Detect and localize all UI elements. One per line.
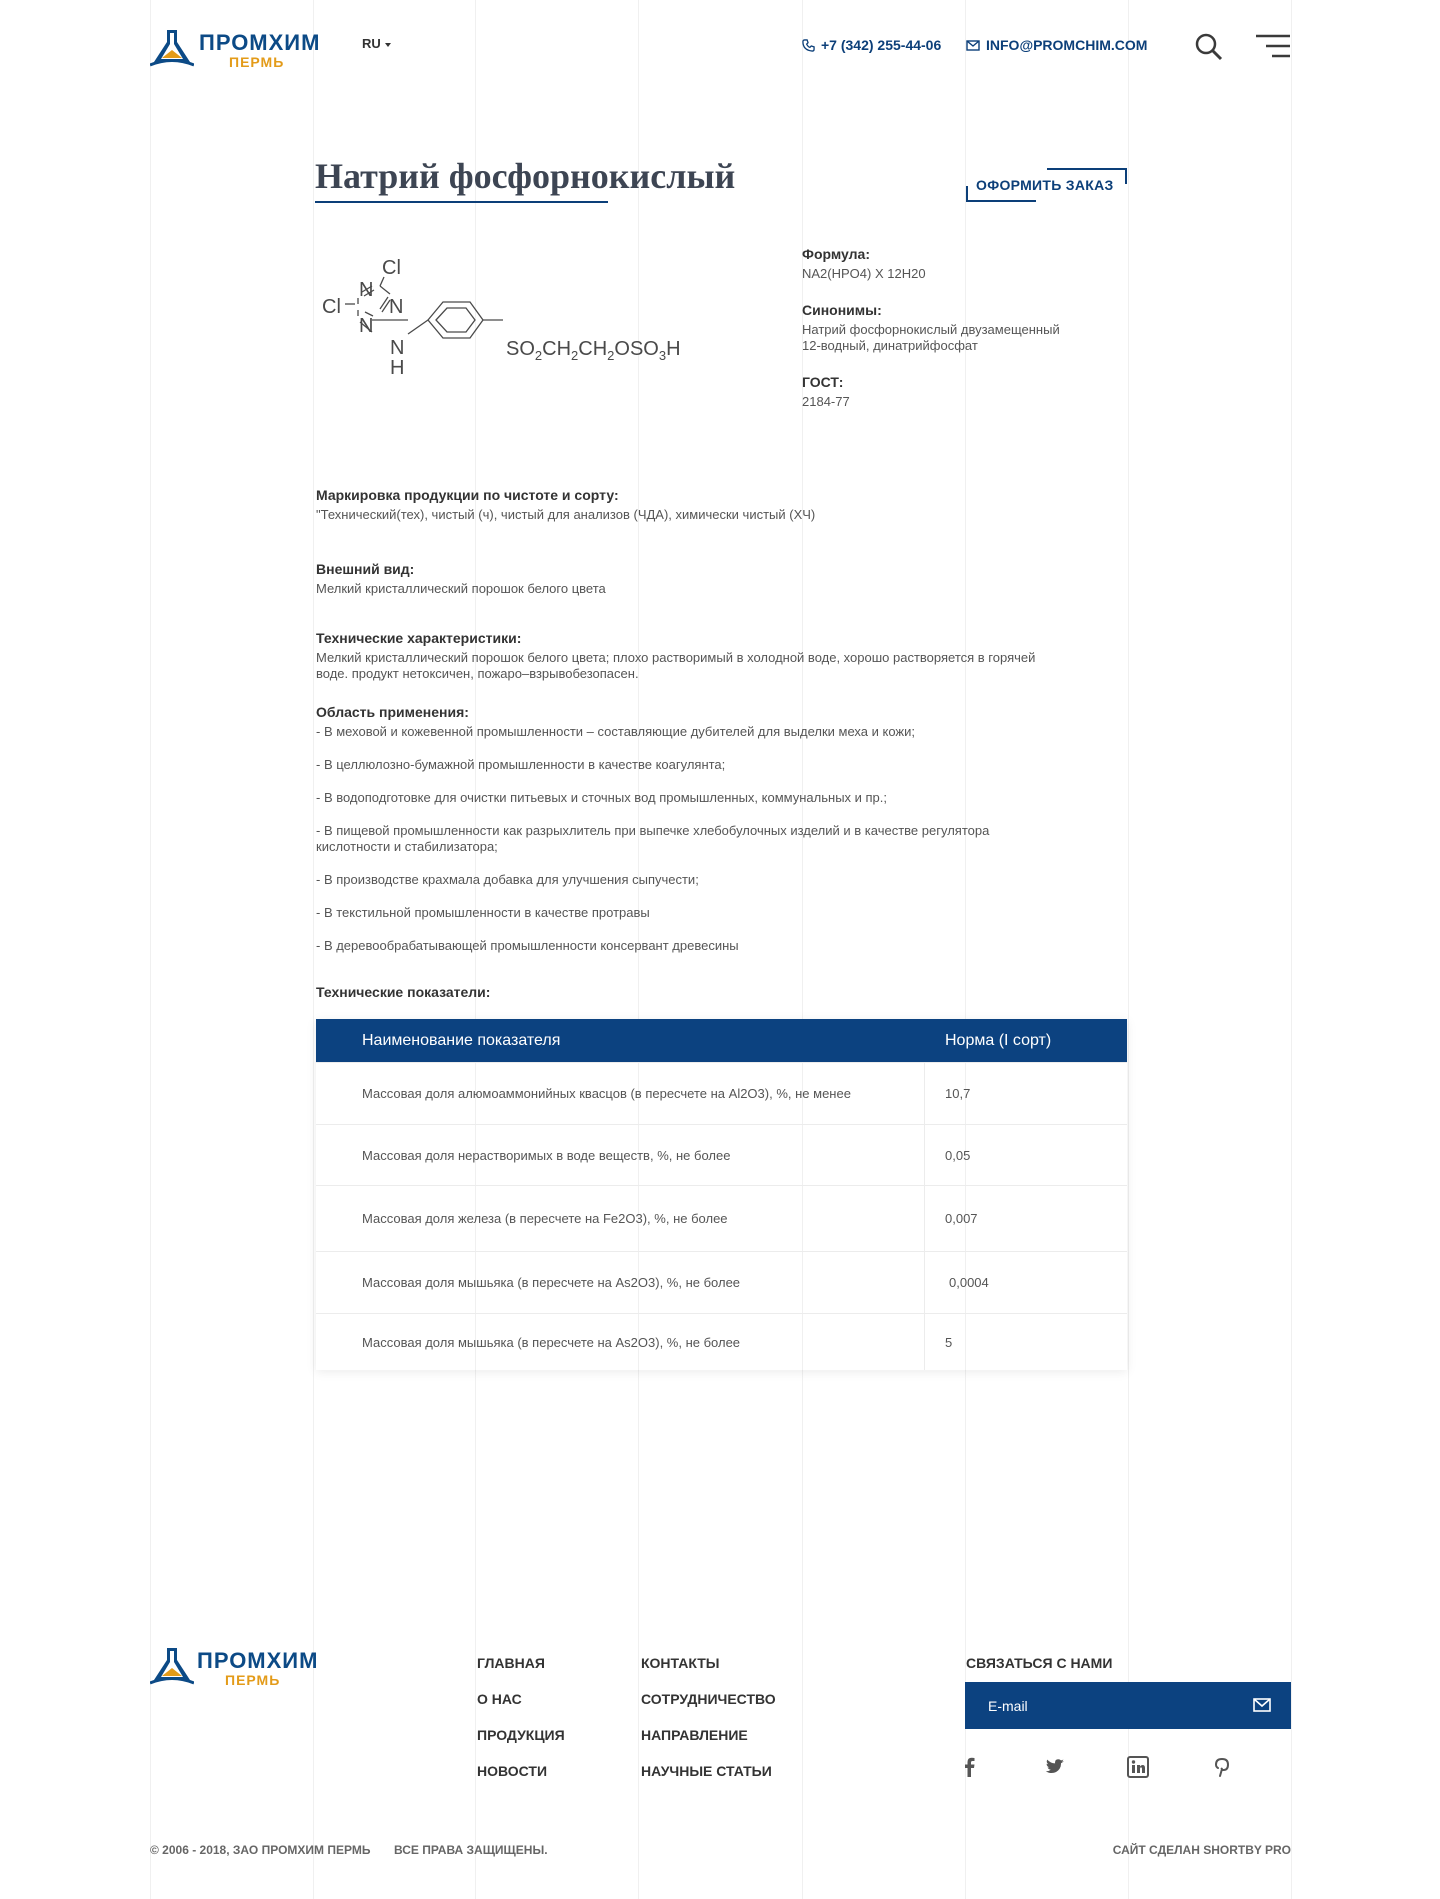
section-text: "Технический(тех), чистый (ч), чистый для анализов (ЧДА), химически чистый (ХЧ) xyxy=(316,507,816,522)
indicators-section xyxy=(316,984,1116,1004)
section-text: Мелкий кристаллический порошок белого цвета; плохо растворимый в холодной воде, хорошо растворяется в горячей xyxy=(316,650,1036,665)
section-label: Технические показатели: xyxy=(316,984,491,1000)
rights-text: ВСЕ ПРАВА ЗАЩИЩЕНЫ. xyxy=(394,1843,548,1857)
structure-label: N xyxy=(390,337,405,359)
pinterest-icon[interactable] xyxy=(1210,1755,1234,1779)
search-button[interactable] xyxy=(1194,32,1224,62)
email-link[interactable] xyxy=(966,37,1147,53)
hamburger-icon xyxy=(1256,34,1290,60)
subscribe-form xyxy=(965,1682,1291,1729)
footer-nav-home[interactable]: ГЛАВНАЯ xyxy=(477,1655,545,1671)
appearance-section xyxy=(316,561,1116,597)
envelope-icon[interactable] xyxy=(1253,1697,1271,1713)
structure-label: N xyxy=(359,279,374,301)
table-cell: 0,0004 xyxy=(949,1275,989,1290)
table-row xyxy=(316,1251,1127,1313)
logo[interactable] xyxy=(150,28,320,72)
footer-nav-contacts[interactable]: КОНТАКТЫ xyxy=(641,1655,720,1671)
flask-logo-icon xyxy=(150,28,194,68)
indicators-table xyxy=(316,1019,1127,1370)
structure-label: Cl xyxy=(382,257,401,279)
email-field[interactable] xyxy=(988,1698,1248,1714)
table-row xyxy=(316,1062,1127,1124)
language-selector[interactable] xyxy=(362,36,391,51)
footer-nav-articles[interactable]: НАУЧНЫЕ СТАТЬИ xyxy=(641,1763,772,1779)
list-item: - В водоподготовке для очистки питьевых и сточных вод промышленных, коммунальных и пр.; xyxy=(316,790,888,805)
page-title: Натрий фосфорнокислый xyxy=(315,156,736,196)
menu-button[interactable] xyxy=(1256,34,1290,60)
flask-logo-icon xyxy=(150,1646,194,1686)
formula-value: NA2(HPO4) X 12H20 xyxy=(802,266,926,281)
list-item: - В меховой и кожевенной промышленности – составляющие дубителей для выделки меха и кожи; xyxy=(316,724,915,739)
linkedin-icon[interactable] xyxy=(1126,1755,1150,1779)
logo-text-city: ПЕРМЬ xyxy=(225,1672,281,1688)
envelope-icon xyxy=(966,40,980,51)
logo-text-main: ПРОМХИМ xyxy=(199,30,321,55)
email-address: INFO@PROMCHIM.COM xyxy=(986,37,1148,53)
application-section xyxy=(316,704,1116,971)
footer-nav-cooperation[interactable]: СОТРУДНИЧЕСТВО xyxy=(641,1691,776,1707)
synonyms-label: Синонимы: xyxy=(802,302,882,318)
table-cell: 5 xyxy=(945,1334,953,1350)
footer-logo[interactable] xyxy=(150,1646,320,1690)
table-cell: 10,7 xyxy=(945,1086,971,1101)
grid-line xyxy=(150,0,151,1899)
product-properties xyxy=(802,246,1102,430)
grid-line xyxy=(1291,0,1292,1899)
twitter-icon[interactable] xyxy=(1042,1755,1066,1779)
phone-number: +7 (342) 255-44-06 xyxy=(821,37,942,53)
language-label: RU xyxy=(362,36,381,51)
column-header: Норма (I сорт) xyxy=(945,1031,1052,1049)
phone-icon xyxy=(802,39,815,52)
order-button[interactable] xyxy=(966,168,1127,202)
table-cell: Массовая доля железа (в пересчете на Fe2O3), %, не более xyxy=(316,1186,925,1251)
contact-title: СВЯЗАТЬСЯ С НАМИ xyxy=(966,1655,1113,1671)
synonyms-value: Натрий фосфорнокислый двузамещенный xyxy=(802,322,1060,337)
list-item: - В деревообрабатывающей промышленности консервант древесины xyxy=(316,938,739,953)
phone-link[interactable] xyxy=(802,37,941,53)
footer-nav-products[interactable]: ПРОДУКЦИЯ xyxy=(477,1727,565,1743)
caret-down-icon xyxy=(385,43,391,47)
gost-value: 2184-77 xyxy=(802,394,850,409)
footer-nav-about[interactable]: О НАС xyxy=(477,1691,522,1707)
logo-text-city: ПЕРМЬ xyxy=(229,54,285,70)
search-icon xyxy=(1194,32,1224,62)
structure-label: N xyxy=(389,296,404,318)
marking-section xyxy=(316,487,1116,523)
table-header xyxy=(316,1019,1127,1062)
gost-label: ГОСТ: xyxy=(802,374,844,390)
order-button-label: ОФОРМИТЬ ЗАКАЗ xyxy=(976,177,1114,193)
list-item: кислотности и стабилизатора; xyxy=(316,839,498,854)
column-header: Наименование показателя xyxy=(362,1031,561,1049)
table-row xyxy=(316,1185,1127,1251)
logo-text-main: ПРОМХИМ xyxy=(197,1648,319,1673)
section-text: воде. продукт нетоксичен, пожаро–взрывобезопасен. xyxy=(316,666,639,681)
section-label: Внешний вид: xyxy=(316,561,415,577)
credits-link[interactable]: САЙТ СДЕЛАН SHORTBY PRO xyxy=(1112,1843,1291,1857)
table-cell: 0,007 xyxy=(945,1211,978,1226)
synonyms-value: 12-водный, динатрийфосфат xyxy=(802,338,978,353)
formula-label: Формула: xyxy=(802,246,870,262)
table-row xyxy=(316,1313,1127,1370)
chemical-structure-diagram xyxy=(320,250,720,390)
footer-nav-news[interactable]: НОВОСТИ xyxy=(477,1763,548,1779)
tech-characteristics-section xyxy=(316,630,1116,682)
section-label: Технические характеристики: xyxy=(316,630,522,646)
structure-label: H xyxy=(390,357,405,379)
table-cell: Массовая доля алюмоаммонийных квасцов (в пересчете на Al2O3), %, не менее xyxy=(316,1063,925,1124)
table-cell: 0,05 xyxy=(945,1147,971,1163)
list-item: - В производстве крахмала добавка для улучшения сыпучести; xyxy=(316,872,699,887)
list-item: - В пищевой промышленности как разрыхлитель при выпечке хлебобулочных изделий и в качестве регулятора xyxy=(316,823,990,838)
table-cell: Массовая доля нерастворимых в воде веществ, %, не более xyxy=(316,1125,925,1185)
copyright-text: © 2006 - 2018, ЗАО ПРОМХИМ ПЕРМЬ xyxy=(150,1843,371,1857)
list-item: - В целлюлозно-бумажной промышленности в качестве коагулянта; xyxy=(316,757,726,772)
table-row xyxy=(316,1124,1127,1185)
table-cell: Массовая доля мышьяка (в пересчете на As2O3), %, не более xyxy=(316,1252,925,1313)
list-item: - В текстильной промышленности в качестве протравы xyxy=(316,905,650,920)
structure-label: Cl xyxy=(322,296,341,318)
structure-chain: $SO_2CH_2CH_2OSO_3H$ xyxy=(506,338,681,363)
section-label: Маркировка продукции по чистоте и сорту: xyxy=(316,487,619,503)
section-text: Мелкий кристаллический порошок белого цвета xyxy=(316,581,606,596)
footer-nav-direction[interactable]: НАПРАВЛЕНИЕ xyxy=(641,1727,748,1743)
grid-line xyxy=(1128,0,1129,1899)
title-underline xyxy=(315,201,608,203)
grid-line xyxy=(313,0,314,1899)
structure-label: N xyxy=(359,315,374,337)
section-label: Область применения: xyxy=(316,704,469,720)
table-cell: Массовая доля мышьяка (в пересчете на As2O3), %, не более xyxy=(316,1314,925,1370)
facebook-icon[interactable] xyxy=(958,1755,982,1779)
